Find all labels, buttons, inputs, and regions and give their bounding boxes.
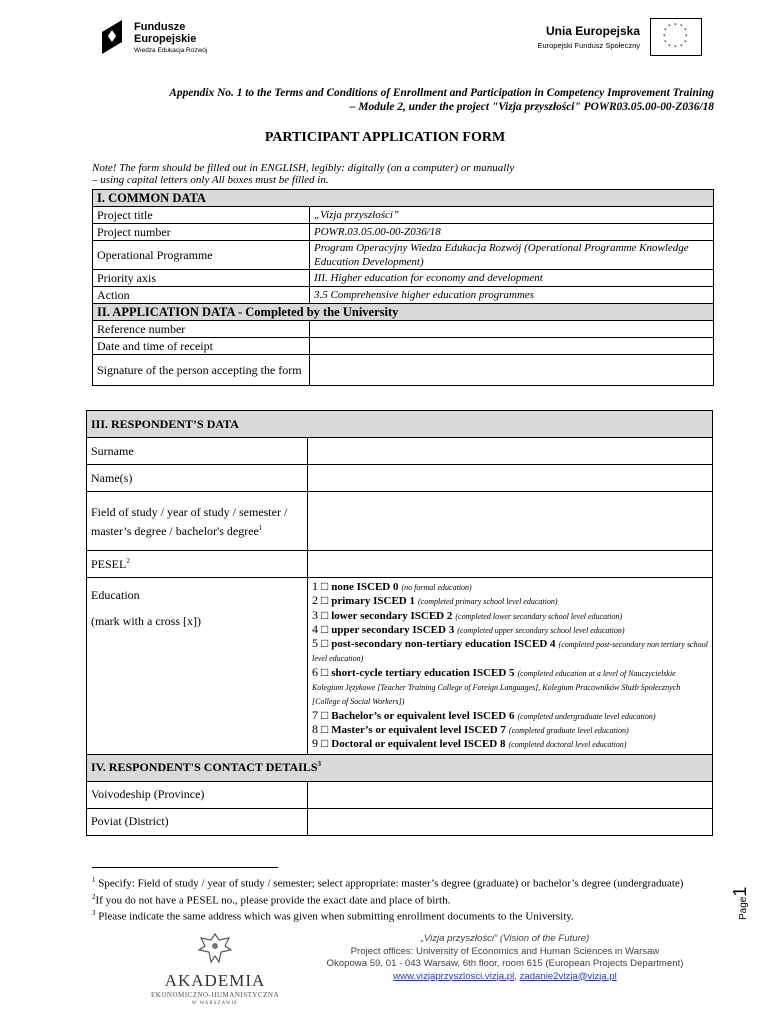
- education-option[interactable]: [312, 609, 708, 623]
- date-receipt-field[interactable]: [310, 338, 714, 355]
- education-label: [87, 578, 308, 755]
- education-label-text: Education: [91, 588, 140, 602]
- table-row: [93, 321, 714, 338]
- unia-europejska-logo: [510, 18, 710, 60]
- page-number-value: 1: [730, 886, 750, 897]
- footnote-3-text: Please indicate the same address which was given when submitting enrollment documents to the University.: [98, 910, 574, 923]
- footnote-2-num: 2: [92, 892, 96, 901]
- svg-text:*: *: [684, 28, 687, 34]
- signature-label: Signature of the person accepting the form: [93, 355, 310, 386]
- education-description: (completed lower secondary school level education): [455, 611, 623, 621]
- ue-line1: Unia Europejska: [545, 24, 640, 38]
- education-option[interactable]: [312, 580, 708, 594]
- table-row: [87, 808, 713, 835]
- education-checkbox[interactable]: 6 □: [312, 664, 329, 679]
- eagle-emblem-icon: [195, 932, 235, 964]
- poviat-label: Poviat (District): [87, 808, 308, 835]
- svg-text:*: *: [684, 40, 687, 46]
- pesel-label: [87, 551, 308, 578]
- pesel-text: PESEL: [91, 556, 127, 571]
- operational-programme-label: Operational Programme: [93, 241, 310, 270]
- svg-text:*: *: [680, 24, 683, 30]
- table-row: [87, 492, 713, 551]
- note-line1: Note! The form should be filled out in ENGLISH, legibly: digitally (on a computer) or manually: [92, 162, 515, 174]
- common-data-table: [92, 189, 714, 386]
- table-row: [87, 438, 713, 465]
- education-description: (completed post-secondary non tertiary school level education): [312, 640, 708, 664]
- section3-heading: III. RESPONDENT’S DATA: [87, 411, 713, 438]
- table-row: [87, 551, 713, 578]
- education-name: lower secondary ISCED 2: [331, 609, 453, 622]
- education-checkbox[interactable]: 9 □: [312, 736, 329, 751]
- email-link[interactable]: zadanie2vizja@vizja.pl: [519, 970, 617, 982]
- svg-text:*: *: [663, 34, 666, 40]
- footnote-ref-2: 2: [126, 556, 130, 565]
- akademia-logo: [140, 932, 290, 1022]
- svg-text:*: *: [685, 34, 688, 40]
- project-title-value: „Vizja przyszłości”: [310, 207, 714, 224]
- education-option[interactable]: [312, 594, 708, 608]
- education-name: primary ISCED 1: [331, 595, 415, 608]
- office-links: [300, 971, 710, 984]
- footnote-1-num: 1: [92, 876, 96, 884]
- table-row: [93, 338, 714, 355]
- svg-text:*: *: [674, 45, 677, 51]
- appendix-line2: – Module 2, under the project "Vizja przyszłości" POWR03.05.00-00-Z036/18: [349, 101, 714, 113]
- table-row: [87, 578, 713, 755]
- education-description: (no formal education): [401, 583, 472, 592]
- table-row: [93, 287, 714, 304]
- education-checkbox[interactable]: 4 □: [312, 621, 329, 636]
- education-name: short-cycle tertiary education ISCED 5: [331, 666, 515, 679]
- appendix-line1: Appendix No. 1 to the Terms and Conditions of Enrollment and Participation in Competency Improvement Training: [169, 87, 714, 99]
- education-option[interactable]: [312, 723, 708, 737]
- website-link[interactable]: www.vizjaprzyszlosci.vizja.pl: [393, 970, 515, 982]
- footnote-1-text: Specify: Field of study / year of study / semester; select appropriate: master’s degree (graduate) or bachelor’s degree (undergraduate): [98, 877, 684, 890]
- education-option[interactable]: [312, 623, 708, 637]
- table-row: [93, 355, 714, 386]
- project-number-label: Project number: [93, 224, 310, 241]
- field-of-study-label: [87, 492, 308, 551]
- link-separator: ,: [514, 970, 520, 982]
- footnote-2-text: If you do not have a PESEL no., please provide the exact date and place of birth.: [95, 894, 451, 907]
- akademia-line1: AKADEMIA: [164, 971, 266, 990]
- action-label: Action: [93, 287, 310, 304]
- education-checkbox[interactable]: 8 □: [312, 721, 329, 736]
- education-hint: (mark with a cross [x]): [91, 614, 201, 628]
- footnote-ref-1: 1: [258, 523, 263, 532]
- education-option[interactable]: [312, 709, 708, 723]
- page-number: [730, 880, 770, 920]
- priority-axis-value: III. Higher education for economy and development: [310, 270, 714, 287]
- priority-axis-label: Priority axis: [93, 270, 310, 287]
- education-name: Bachelor’s or equivalent level ISCED 6: [331, 709, 515, 722]
- appendix-heading: [80, 86, 714, 114]
- table-row: [93, 224, 714, 241]
- education-checkbox[interactable]: 3 □: [312, 607, 329, 622]
- education-name: none ISCED 0: [331, 581, 399, 593]
- table-row: [93, 207, 714, 224]
- education-checkbox[interactable]: 1 □: [312, 579, 329, 593]
- field-of-study-text: Field of study / year of study / semester / master’s degree / bachelor's degree: [91, 504, 288, 538]
- action-value: 3.5 Comprehensive higher education programmes: [310, 287, 714, 304]
- education-description: (completed primary school level education): [417, 597, 558, 607]
- education-description: (completed education at a level of Nauczycielskie Kolegium Językowe [Teacher Training College of Foreign Languages], Kolegium Pracowników Służb Społecznych [College of Social Workers]): [312, 668, 681, 707]
- fe-line2: Europejskie: [134, 33, 197, 45]
- ue-line2: Europejski Fundusz Społeczny: [537, 41, 640, 50]
- svg-text:*: *: [664, 40, 667, 46]
- education-description: (completed graduate level education): [508, 725, 629, 735]
- education-checkbox[interactable]: 7 □: [312, 707, 329, 722]
- akademia-line3: W WARSZAWIE: [191, 1001, 239, 1006]
- education-option[interactable]: [312, 637, 708, 666]
- svg-text:*: *: [680, 44, 683, 50]
- svg-text:*: *: [674, 23, 677, 29]
- education-option[interactable]: [312, 737, 708, 751]
- education-options: [308, 578, 713, 755]
- fe-line3: Wiedza Edukacja Rozwój: [134, 47, 208, 54]
- table-row: [93, 270, 714, 287]
- education-name: post-secondary non-tertiary education ISCED 4: [331, 638, 556, 651]
- education-name: upper secondary ISCED 3: [331, 623, 455, 636]
- respondent-data-table: [86, 410, 713, 836]
- section2-heading: II. APPLICATION DATA - Completed by the University: [93, 304, 714, 321]
- footnote-3-num: 3: [92, 909, 96, 918]
- form-title: PARTICIPANT APPLICATION FORM: [264, 130, 506, 145]
- pesel-field[interactable]: [308, 551, 713, 578]
- office-line2: Project offices: University of Economics and Human Sciences in Warsaw: [350, 945, 660, 957]
- footnotes: [92, 874, 722, 924]
- fe-star-icon: [100, 18, 130, 58]
- eu-flag-icon: [650, 18, 702, 56]
- project-number-value: POWR.03.05.00-00-Z036/18: [310, 224, 714, 241]
- education-name: Master’s or equivalent level ISCED 7: [331, 723, 506, 736]
- poviat-field[interactable]: [308, 808, 713, 835]
- page-label: Page: [738, 896, 749, 920]
- footnote-ref-3: 3: [317, 760, 322, 769]
- education-checkbox[interactable]: 5 □: [312, 636, 329, 651]
- education-option[interactable]: [312, 666, 708, 709]
- project-title-label: Project title: [93, 207, 310, 224]
- footnote-2: [92, 891, 722, 908]
- names-field[interactable]: [308, 465, 713, 492]
- signature-field[interactable]: [310, 355, 714, 386]
- voivodeship-field[interactable]: [308, 781, 713, 808]
- svg-text:*: *: [668, 44, 671, 50]
- footnote-1: [92, 874, 722, 891]
- fe-line1: Fundusze: [134, 21, 186, 33]
- voivodeship-label: Voivodeship (Province): [87, 781, 308, 808]
- field-of-study-field[interactable]: [308, 492, 713, 551]
- names-label: Name(s): [87, 465, 308, 492]
- project-office-info: [300, 933, 710, 983]
- form-note: [92, 162, 652, 186]
- education-name: Doctoral or equivalent level ISCED 8: [331, 738, 506, 751]
- section4-heading-text: IV. RESPONDENT'S CONTACT DETAILS: [91, 760, 318, 775]
- table-row: [93, 241, 714, 270]
- education-description: (completed upper secondary school level education): [457, 625, 625, 635]
- svg-text:*: *: [664, 28, 667, 34]
- office-line3: Okopowa 59, 01 - 043 Warsaw, 6th floor, room 615 (European Projects Department): [326, 958, 684, 969]
- section4-heading: [87, 754, 713, 781]
- table-row: [87, 781, 713, 808]
- surname-field[interactable]: [308, 438, 713, 465]
- footnote-divider: [92, 867, 278, 868]
- date-receipt-label: Date and time of receipt: [93, 338, 310, 355]
- note-line2: – using capital letters only All boxes must be filled in.: [92, 174, 329, 186]
- operational-programme-value: Program Operacyjny Wiedza Edukacja Rozwój (Operational Programme Knowledge Education Development): [310, 241, 714, 270]
- surname-label: Surname: [87, 438, 308, 465]
- svg-text:*: *: [668, 24, 671, 30]
- office-line1: „Vizja przyszłości” (Vision of the Future): [420, 933, 590, 944]
- education-description: (completed doctoral level education): [508, 740, 627, 750]
- table-row: [87, 465, 713, 492]
- reference-number-field[interactable]: [310, 321, 714, 338]
- fundusze-europejskie-logo: [100, 18, 240, 60]
- education-checkbox[interactable]: 2 □: [312, 593, 329, 608]
- section1-heading: I. COMMON DATA: [93, 190, 714, 207]
- education-description: (completed undergraduate level education): [517, 711, 656, 721]
- reference-number-label: Reference number: [93, 321, 310, 338]
- footnote-3: [92, 907, 722, 924]
- akademia-line2: EKONOMICZNO-HUMANISTYCZNA: [151, 991, 279, 999]
